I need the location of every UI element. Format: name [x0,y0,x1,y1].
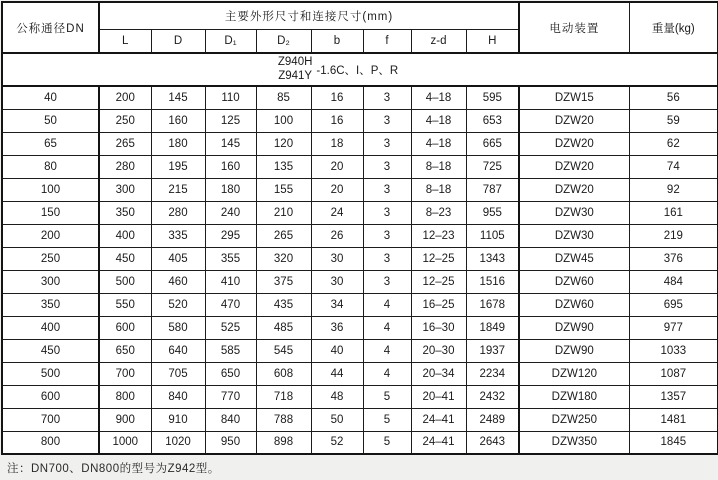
table-row [2,224,718,247]
table-cell: 20 [311,155,363,178]
table-cell: 3 [363,247,411,270]
table-header [2,2,718,53]
table-cell: DZW30 [519,201,629,224]
table-cell: 3 [363,109,411,132]
table-cell: 161 [629,201,718,224]
model-designation [2,56,695,82]
table-cell: 1849 [466,316,519,339]
table-cell: 1087 [629,362,718,385]
table-cell: 580 [151,316,205,339]
table-cell: 4 [363,293,411,316]
table-cell: 3 [363,201,411,224]
table-cell: 600 [99,316,151,339]
table-cell: 1481 [629,408,718,431]
table-cell: 484 [629,270,718,293]
table-cell: 250 [2,247,99,270]
table-cell: 4–18 [411,132,466,155]
table-row [2,316,718,339]
sub-column-header-5: b [311,29,363,53]
table-cell: 608 [256,362,311,385]
table-cell: 52 [311,431,363,454]
sub-column-header-4: D₂ [256,29,311,53]
table-cell: 400 [2,316,99,339]
column-header-weight: 重量(kg) [629,2,718,53]
table-cell: 3 [363,178,411,201]
table-cell: 470 [205,293,256,316]
column-header-dn: 公称通径DN [2,2,99,53]
table-cell: 180 [151,132,205,155]
table-cell: 180 [205,178,256,201]
table-cell: 300 [99,178,151,201]
table-cell: 195 [151,155,205,178]
table-cell: 2489 [466,408,519,431]
table-cell: DZW20 [519,132,629,155]
table-cell: 36 [311,316,363,339]
table-row [2,86,718,109]
table-cell: DZW45 [519,247,629,270]
table-cell: 8–18 [411,155,466,178]
table-cell: 48 [311,385,363,408]
table-cell: 955 [466,201,519,224]
table-cell: 24 [311,201,363,224]
table-cell: 65 [2,132,99,155]
table-cell: DZW90 [519,339,629,362]
sub-column-header-3: D₁ [205,29,256,53]
table-cell: 800 [99,385,151,408]
table-cell: 135 [256,155,311,178]
table-cell: 210 [256,201,311,224]
table-cell: DZW30 [519,224,629,247]
table-cell: 725 [466,155,519,178]
table-row [2,270,718,293]
table-cell: 375 [256,270,311,293]
table-cell: 1020 [151,431,205,454]
table-cell: 50 [2,109,99,132]
table-cell: 410 [205,270,256,293]
column-group-header-dimensions: 主要外形尺寸和连接尺寸(mm) [99,2,519,29]
table-cell: 900 [99,408,151,431]
table-cell: 20–30 [411,339,466,362]
table-cell: 3 [363,86,411,109]
model-suffix: -1.6C、I、P、R [316,64,399,77]
table-cell: 450 [2,339,99,362]
table-cell: 770 [205,385,256,408]
table-cell: 18 [311,132,363,155]
table-cell: 155 [256,178,311,201]
table-cell: 460 [151,270,205,293]
table-cell: 265 [99,132,151,155]
table-row [2,339,718,362]
table-cell: 26 [311,224,363,247]
sub-column-header-1: L [99,29,151,53]
table-cell: 5 [363,385,411,408]
table-cell: DZW15 [519,86,629,109]
table-row [2,408,718,431]
table-cell: 500 [2,362,99,385]
table-cell: 240 [205,201,256,224]
model-line-1: Z940H [277,56,313,69]
table-cell: 787 [466,178,519,201]
table-cell: 650 [99,339,151,362]
table-cell: 405 [151,247,205,270]
table-cell: 20–41 [411,385,466,408]
table-cell: DZW180 [519,385,629,408]
table-cell: 4–18 [411,86,466,109]
table-note: 注：DN700、DN800的型号为Z942型。 [7,463,220,475]
table-cell: 705 [151,362,205,385]
table-cell: DZW60 [519,293,629,316]
table-cell: 145 [205,132,256,155]
table-cell: 700 [2,408,99,431]
table-cell: 653 [466,109,519,132]
table-cell: 56 [629,86,718,109]
table-cell: DZW120 [519,362,629,385]
table-cell: 3 [363,224,411,247]
table-cell: 215 [151,178,205,201]
table-cell: 44 [311,362,363,385]
table-cell: 5 [363,431,411,454]
table-cell: 2432 [466,385,519,408]
sub-column-header-2: D [151,29,205,53]
model-designation-row [2,53,718,86]
table-cell: 16 [311,109,363,132]
table-cell: 120 [256,132,311,155]
table-cell: 265 [256,224,311,247]
table-cell: 376 [629,247,718,270]
table-cell: 160 [151,109,205,132]
table-cell: 150 [2,201,99,224]
table-cell: 8–23 [411,201,466,224]
table-cell: 2643 [466,431,519,454]
table-cell: 24–41 [411,431,466,454]
table-cell: 8–18 [411,178,466,201]
table-cell: 898 [256,431,311,454]
table-cell: 2234 [466,362,519,385]
table-cell: 219 [629,224,718,247]
table-cell: 250 [99,109,151,132]
sub-column-header-6: f [363,29,411,53]
table-cell: 295 [205,224,256,247]
table-row [2,155,718,178]
header-row-top [2,2,718,29]
table-cell: 1845 [629,431,718,454]
table-cell: 1357 [629,385,718,408]
table-row [2,109,718,132]
table-cell: 1033 [629,339,718,362]
table-cell: 85 [256,86,311,109]
table-row [2,293,718,316]
table-row [2,178,718,201]
table-cell: 3 [363,270,411,293]
table-cell: 20 [311,178,363,201]
table-cell: 280 [99,155,151,178]
table-cell: 550 [99,293,151,316]
table-cell: 16–30 [411,316,466,339]
table-cell: 520 [151,293,205,316]
table-row [2,201,718,224]
table-cell: 950 [205,431,256,454]
table-cell: 700 [99,362,151,385]
table-cell: 800 [2,431,99,454]
table-cell: 34 [311,293,363,316]
table-cell: 500 [99,270,151,293]
table-cell: 24–41 [411,408,466,431]
table-cell: 4 [363,339,411,362]
table-row [2,431,718,454]
table-cell: 160 [205,155,256,178]
table-cell: 62 [629,132,718,155]
table-cell: 1105 [466,224,519,247]
table-cell: 1678 [466,293,519,316]
table-cell: DZW90 [519,316,629,339]
table-cell: 320 [256,247,311,270]
table-cell: 595 [466,86,519,109]
table-cell: DZW20 [519,178,629,201]
table-cell: 30 [311,270,363,293]
table-cell: 92 [629,178,718,201]
table-cell: 335 [151,224,205,247]
model-stack [278,56,313,82]
column-header-actuator: 电动装置 [519,2,629,53]
table-cell: 100 [2,178,99,201]
model-line-2: Z941Y [278,69,313,82]
table-cell: 125 [205,109,256,132]
model-designation-cell [2,53,718,86]
table-cell: 1343 [466,247,519,270]
table-cell: 12–25 [411,247,466,270]
table-cell: 840 [205,408,256,431]
table-cell: 350 [99,201,151,224]
table-cell: 40 [2,86,99,109]
table-cell: 788 [256,408,311,431]
table-cell: 665 [466,132,519,155]
table-cell: 1516 [466,270,519,293]
table-row [2,132,718,155]
table-cell: 59 [629,109,718,132]
table-cell: 485 [256,316,311,339]
table-cell: 350 [2,293,99,316]
table-cell: 50 [311,408,363,431]
table-cell: 718 [256,385,311,408]
table-row [2,247,718,270]
table-cell: 1000 [99,431,151,454]
table-cell: 840 [151,385,205,408]
table-cell: DZW20 [519,155,629,178]
table-cell: 450 [99,247,151,270]
table-cell: 30 [311,247,363,270]
table-cell: DZW60 [519,270,629,293]
table-row [2,385,718,408]
table-cell: 16 [311,86,363,109]
valve-dimensions-table [1,1,718,455]
table-cell: 145 [151,86,205,109]
table-cell: 600 [2,385,99,408]
table-cell: DZW250 [519,408,629,431]
table-body [2,53,718,454]
table-cell: 4 [363,316,411,339]
table-cell: 435 [256,293,311,316]
table-cell: 20–34 [411,362,466,385]
table-cell: DZW350 [519,431,629,454]
table-cell: 355 [205,247,256,270]
sub-column-header-8: H [466,29,519,53]
table-row [2,362,718,385]
table-cell: 16–25 [411,293,466,316]
table-cell: 545 [256,339,311,362]
table-cell: 74 [629,155,718,178]
table-cell: 3 [363,132,411,155]
table-cell: 1937 [466,339,519,362]
table-cell: 977 [629,316,718,339]
table-cell: 4 [363,362,411,385]
table-cell: 12–25 [411,270,466,293]
table-cell: 12–23 [411,224,466,247]
table-cell: 525 [205,316,256,339]
table-cell: 300 [2,270,99,293]
table-cell: 200 [99,86,151,109]
table-cell: 400 [99,224,151,247]
table-cell: 280 [151,201,205,224]
table-cell: 910 [151,408,205,431]
table-cell: 100 [256,109,311,132]
table-cell: 5 [363,408,411,431]
table-cell: 695 [629,293,718,316]
sub-column-header-7: z-d [411,29,466,53]
table-cell: DZW20 [519,109,629,132]
table-cell: 40 [311,339,363,362]
table-cell: 80 [2,155,99,178]
table-cell: 3 [363,155,411,178]
table-cell: 4–18 [411,109,466,132]
table-cell: 585 [205,339,256,362]
table-cell: 110 [205,86,256,109]
table-cell: 650 [205,362,256,385]
table-cell: 640 [151,339,205,362]
table-cell: 200 [2,224,99,247]
valve-spec-sheet [0,1,718,480]
